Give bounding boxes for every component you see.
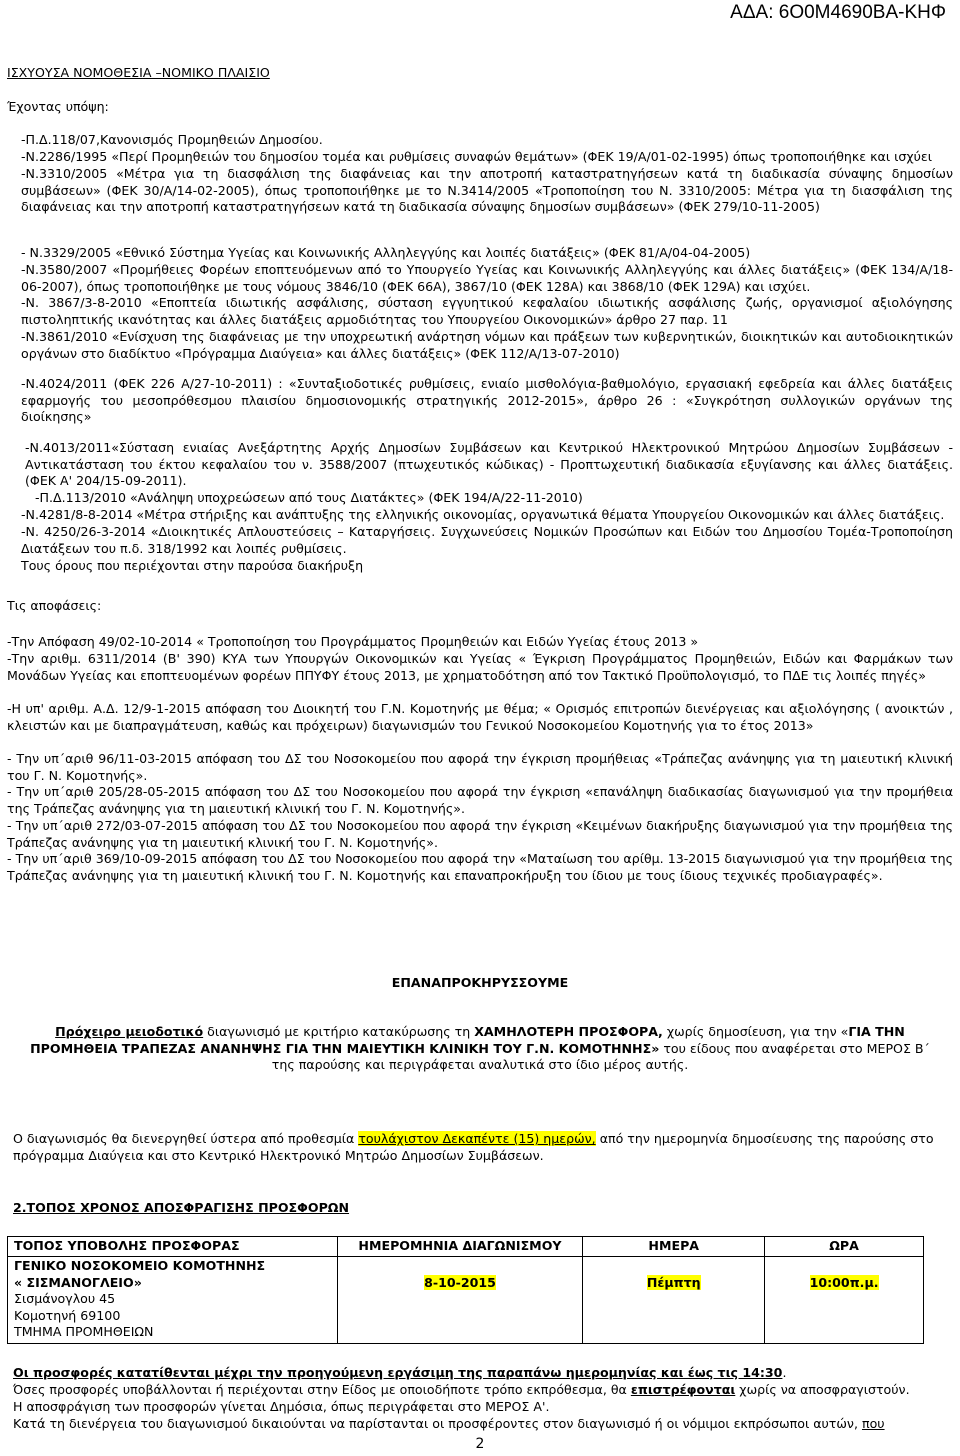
section-2-title: 2.ΤΟΠΟΣ ΧΡΟΝΟΣ ΑΠΟΣΦΡΑΓΙΣΗΣ ΠΡΟΣΦΟΡΩΝ bbox=[13, 1200, 350, 1215]
attendance-text: Κατά τη διενέργεια του διαγωνισμού δικαιούνται να παρίστανται οι προσφέροντες στον διαγωνισμό ή οι νόμιμοι εκπρόσωποι αυτών, bbox=[13, 1416, 862, 1431]
opening-note: Η αποσφράγιση των προσφορών γίνεται Δημόσια, όπως περιγράφεται στο ΜΕΡΟΣ Α'. bbox=[13, 1399, 550, 1414]
publication-paragraph bbox=[7, 1131, 953, 1164]
having-regard-label: Έχοντας υπόψη: bbox=[7, 99, 109, 114]
reannounce-title: ΕΠΑΝΑΠΡΟΚΗΡΥΣΣΟΥΜΕ bbox=[391, 975, 569, 990]
returned-text: Όσες προσφορές υποβάλλονται ή περιέχονται στην Είδος με οποιοδήποτε τρόπο εκπρόθεσμα, θα bbox=[13, 1382, 631, 1397]
submission-deadline bbox=[7, 1365, 953, 1382]
law-item: -Π.Δ.118/07,Κανονισμός Προμηθειών Δημοσίου. bbox=[21, 132, 323, 147]
header-time: ΩΡΑ bbox=[765, 1237, 924, 1257]
law-item: -Ν. 4250/26-3-2014 «Διοικητικές Απλουστεύσεις – Καταργήσεις. Συγχωνεύσεις Νομικών Προσώπων και Ειδών του Δημοσίου Τομέα-Τροποποίηση Διατάξεων του π.δ. 318/1992 και λοιπές ρυθμίσεις. bbox=[21, 524, 953, 556]
tender-type: Πρόχειρο μειοδοτικό bbox=[55, 1024, 204, 1039]
opening-schedule-table bbox=[7, 1236, 924, 1344]
publication-text: Ο διαγωνισμός θα διενεργηθεί ύστερα από προθεσμία bbox=[13, 1131, 359, 1146]
tender-text: του είδους που αναφέρεται στο ΜΕΡΟΣ Β΄ της παρούσης και περιγράφεται αναλυτικά στο ίδιο μέρος αυτής. bbox=[271, 1040, 930, 1073]
decision-item: - Την υπ΄αριθ 272/03-07-2015 απόφαση του ΔΣ του Νοσοκομείου που αφορά την έγκριση «Κειμένων διακήρυξης διαγωνισμού για την προμήθεια της Τράπεζας ανάνηψης για τη μαιευτική κλινική του Γ. Ν. Κομοτηνής». bbox=[7, 818, 953, 850]
legal-framework-heading: ΙΣΧΥΟΥΣΑ ΝΟΜΟΘΕΣΙΑ –ΝΟΜΙΚΟ ΠΛΑΙΣΙΟ bbox=[7, 65, 270, 80]
deadline-end: . bbox=[782, 1365, 787, 1380]
tender-text: χωρίς δημοσίευση, για την « bbox=[662, 1024, 849, 1039]
attendance-underlined: που bbox=[861, 1416, 885, 1431]
place-line: « ΣΙΣΜΑΝΟΓΛΕΙΟ» bbox=[14, 1274, 142, 1290]
returned-text: χωρίς να αποσφραγιστούν. bbox=[735, 1382, 910, 1397]
law-item: Τους όρους που περιέχονται στην παρούσα διακήρυξη bbox=[21, 558, 364, 573]
law-item: - Ν.3329/2005 «Εθνικό Σύστημα Υγείας και Κοινωνικής Αλληλεγγύης και λοιπές διατάξεις» (ΦΕΚ 81/Α/04-04-2005) bbox=[21, 245, 751, 260]
law-item: -Ν. 3867/3-8-2010 «Εποπτεία ιδιωτικής ασφάλισης, σύσταση εγγυητικού κεφαλαίου ιδιωτικής ασφάλισης ζωής, οργανισμοί αξιολόγησης πιστοληπτικής ικανότητας και άλλες διατάξεις αρμοδιότητας του Υπουργείου Οικονομικών» άρθρο 27 παρ. 11 bbox=[21, 295, 953, 327]
law-item: -Ν.3310/2005 «Μέτρα για τη διασφάλιση της διαφάνειας και την αποτροπή καταστρατηγήσεων κατά τη διαδικασία σύναψης δημοσίων συμβάσεων» (ΦΕΚ 30/Α/14-02-2005), όπως τροποποιήθηκε με το Ν.3414/2005 «Τροποποίηση του Ν. 3310/2005: Μέτρα για τη διασφάλιση της διαφάνειας και την αποτροπή καταστρατηγήσεων κατά τη διαδικασία σύναψης δημοσίων συμβάσεων» (ΦΕΚ 279/10-11-2005) bbox=[21, 166, 953, 215]
tender-text: διαγωνισμό με κριτήριο κατακύρωσης τη bbox=[203, 1024, 475, 1039]
place-line: Σισμάνογλου 45 bbox=[14, 1291, 116, 1307]
law-item: -Ν.4024/2011 (ΦΕΚ 226 Α/27-10-2011) : «Συνταξιοδοτικές ρυθμίσεις, ενιαίο μισθολόγια-βαθμολόγιο, εργασιακή εφεδρεία και άλλες διατάξεις εφαρμογής του μεσοπρόθεσμου πλαισίου δημοσιονομικής στρατηγικής 2012-2015», άρθρο 26 : «Συγκρότηση συλλογικών οργάνων της διοίκησης» bbox=[21, 376, 953, 425]
place-line: ΓΕΝΙΚΟ ΝΟΣΟΚΟΜΕΙΟ ΚΟΜΟΤΗΝΗΣ bbox=[14, 1258, 266, 1273]
ada-identifier: ΑΔΑ: 6Ο0Μ4690ΒΑ-ΚΗΦ bbox=[730, 2, 946, 23]
place-cell bbox=[8, 1257, 338, 1344]
decision-item: - Την υπ΄αριθ 96/11-03-2015 απόφαση του ΔΣ του Νοσοκομείου που αφορά την έγκριση προμήθειας «Τράπεζας ανάνηψης για τη μαιευτική κλινική του Γ. Ν. Κομοτηνής». bbox=[7, 751, 953, 783]
late-offers-note bbox=[7, 1382, 953, 1399]
law-item: -Ν.4281/8-8-2014 «Μέτρα στήριξης και ανάπτυξης της ελληνικής οικονομίας, οργανωτικά θέματα Υπουργείου Οικονομικών και άλλες διατάξεις. bbox=[21, 507, 945, 522]
publication-text: από την ημερομηνία δημοσίευσης της παρούσης στο πρόγραμμα Διαύγεια και στο Κεντρικό Ηλεκτρονικό Μητρώο Δημοσίων Συμβάσεων. bbox=[13, 1131, 934, 1163]
attendance-note bbox=[7, 1416, 953, 1433]
minimum-period-highlight[interactable]: τουλάχιστον Δεκαπέντε (15) ημερών, bbox=[358, 1131, 596, 1146]
law-item: -Ν.3580/2007 «Προμήθειες Φορέων εποπτευόμενων από το Υπουργείο Υγείας και Κοινωνικής Αλληλεγγύης και άλλες διατάξεις» (ΦΕΚ 134/Α/18-06-2007), όπως τροποποιήθηκε με τους νόμους 3846/10 (ΦΕΚ 66Α), 3867/10 (ΦΕΚ 128Α) και 3868/10 (ΦΕΚ 129Α) και ισχύει. bbox=[21, 262, 953, 294]
decision-item: - Την υπ΄αριθ 369/10-09-2015 απόφαση του ΔΣ του Νοσοκομείου που αφορά την «Ματαίωση του αρίθμ. 13-2015 διαγωνισμού για την προμήθεια της Τράπεζας ανάνηψης για τη μαιευτική κλινική του Γ. Ν. Κομοτηνής και επαναπροκήρυξη του ίδιου με τους ίδιους τεχνικές προδιαγραφές». bbox=[7, 851, 953, 883]
returned-bold: επιστρέφονται bbox=[630, 1382, 736, 1397]
decisions-label: Τις αποφάσεις: bbox=[7, 598, 102, 613]
opening-date: 8-10-2015 bbox=[424, 1275, 496, 1290]
law-item: -Ν.3861/2010 «Ενίσχυση της διαφάνειας με την υποχρεωτική ανάρτηση νόμων και πράξεων των κυβερνητικών, διοικητικών και αυτοδιοικητικών οργάνων στο διαδίκτυο «Πρόγραμμα Διαύγεια» και άλλες διατάξεις» (ΦΕΚ 112/Α/13-07-2010) bbox=[21, 329, 953, 361]
day-cell bbox=[583, 1257, 765, 1344]
place-line: Κομοτηνή 69100 bbox=[14, 1307, 121, 1323]
decision-item: -Την αριθμ. 6311/2014 (Β' 390) ΚΥΑ των Υπουργών Οικονομικών και Υγείας « Έγκριση Προγράμματος Προμηθειών, Ειδών και Φαρμάκων των Μονάδων Υγείας και εποπτευομένων φορέων ΠΠΥΦΥ έτους 2013, με χρηματοδότηση από τον Τακτικό Προϋπολογισμό, το ΠΔΕ τις λοιπές πηγές» bbox=[7, 651, 953, 683]
deadline-text: Οι προσφορές κατατίθενται μέχρι την προηγούμενη εργάσιμη της παραπάνω ημερομηνίας και έως τις 14:30 bbox=[13, 1365, 783, 1380]
law-item: -Ν.2286/1995 «Περί Προμηθειών του δημοσίου τομέα και ρυθμίσεις συναφών θεμάτων» (ΦΕΚ 19/Α/01-02-1995) όπως τροποποιήθηκε και ισχύει bbox=[21, 149, 932, 164]
law-item: -Π.Δ.113/2010 «Ανάληψη υποχρεώσεων από τους Διατάκτες» (ΦΕΚ 194/Α/22-11-2010) bbox=[35, 490, 583, 505]
law-item: -Ν.4013/2011«Σύσταση ενιαίας Ανεξάρτητης Αρχής Δημοσίων Συμβάσεων και Κεντρικού Ηλεκτρονικού Μητρώου Δημοσίων Συμβάσεων - Αντικατάσταση του έκτου κεφαλαίου του ν. 3588/2007 (πτωχευτικός κώδικας) - Προπτωχευτική διαδικασία εξυγίανσης και άλλες διατάξεις. (ΦΕΚ Α' 204/15-09-2011). bbox=[25, 440, 953, 489]
tender-subject: ΓΙΑ ΤΗΝ ΠΡΟΜΗΘΕΙΑ ΤΡΑΠΕΖΑΣ ΑΝΑΝΗΨΗΣ ΓΙΑ ΤΗΝ ΜΑΙΕΥΤΙΚΗ ΚΛΙΝΙΚΗ ΤΟΥ Γ.Ν. ΚΟΜΟΤΗΝΗΣ» bbox=[30, 1024, 905, 1056]
place-line: ΤΜΗΜΑ ΠΡΟΜΗΘΕΙΩΝ bbox=[14, 1324, 154, 1340]
header-place: ΤΟΠΟΣ ΥΠΟΒΟΛΗΣ ΠΡΟΣΦΟΡΑΣ bbox=[8, 1237, 338, 1257]
tender-paragraph bbox=[7, 1024, 953, 1074]
header-day: ΗΜΕΡΑ bbox=[583, 1237, 765, 1257]
opening-time: 10:00π.μ. bbox=[809, 1275, 879, 1290]
opening-day: Πέμπτη bbox=[646, 1275, 701, 1290]
decision-item: -Η υπ' αριθμ. Α.Δ. 12/9-1-2015 απόφαση του Διοικητή του Γ.Ν. Κομοτηνής με θέμα; « Ορισμός επιτροπών διενέργειας και αξιολόγησης ( ανοικτών , κλειστών και με διαπραγμάτευση, καθώς και πρόχειρων) διαγωνισμών του Γενικού Νοσοκομείου Κομοτηνής για το έτος 2013» bbox=[7, 701, 953, 733]
page-number: 2 bbox=[475, 1436, 485, 1452]
header-date: ΗΜΕΡΟΜΗΝΙΑ ΔΙΑΓΩΝΙΣΜΟΥ bbox=[337, 1237, 583, 1257]
table-header-row bbox=[8, 1237, 924, 1257]
date-cell bbox=[337, 1257, 583, 1344]
decision-item: -Την Απόφαση 49/02-10-2014 « Τροποποίηση του Προγράμματος Προμηθειών και Ειδών Υγείας έτους 2013 » bbox=[7, 634, 699, 649]
time-cell bbox=[765, 1257, 924, 1344]
table-row bbox=[8, 1257, 924, 1344]
lowest-offer: ΧΑΜΗΛΟΤΕΡΗ ΠΡΟΣΦΟΡΑ, bbox=[474, 1024, 663, 1039]
decision-item: - Την υπ΄αριθ 205/28-05-2015 απόφαση του ΔΣ του Νοσοκομείου που αφορά την έγκριση «επανάληψη διαδικασίας διαγωνισμού για την προμήθεια της Τράπεζας ανάνηψης για τη μαιευτική κλινική του Γ. Ν. Κομοτηνής». bbox=[7, 784, 953, 816]
